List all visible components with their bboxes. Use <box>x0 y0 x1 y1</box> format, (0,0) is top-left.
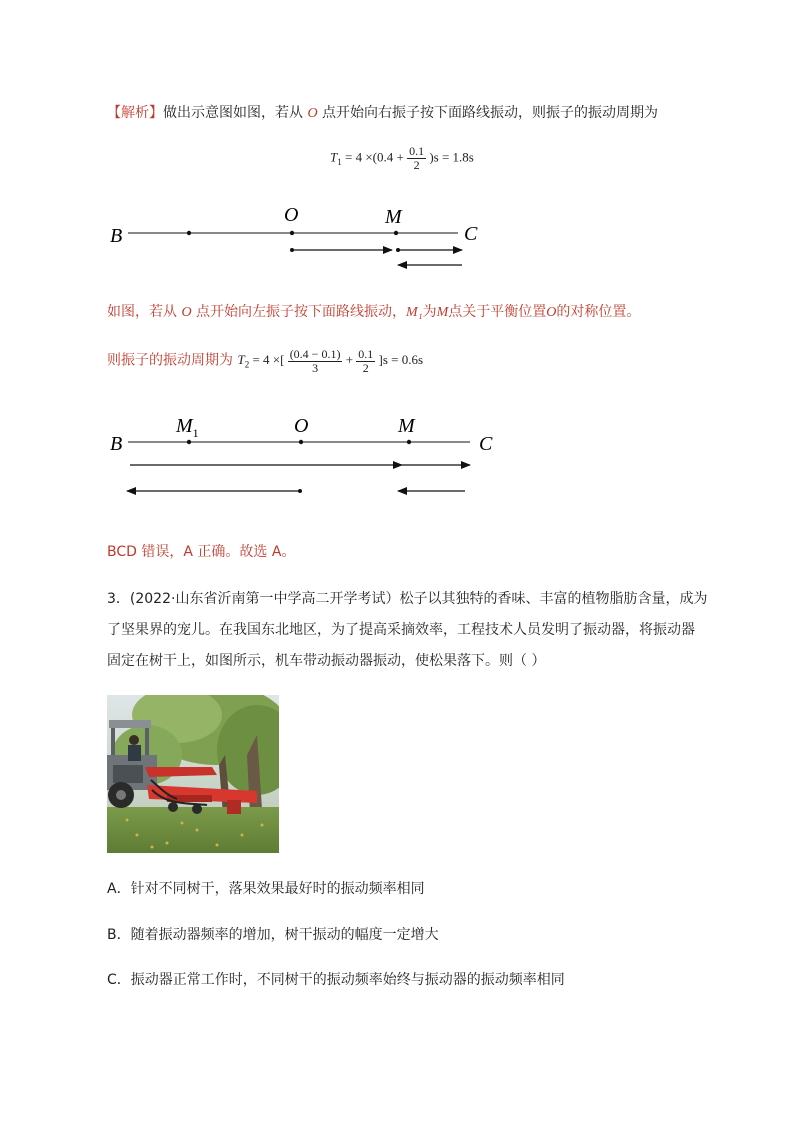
para2-d: 点关于平衡位置 <box>448 304 547 320</box>
question-3-line-2: 了坚果界的宠儿。在我国东北地区，为了提高采摘效率，工程技术人员发明了振动器，将振动器 <box>107 622 695 638</box>
diagram1-point-o <box>290 231 294 235</box>
analysis-text-b: 点开始向右振子按下面路线振动，则振子的振动周期为 <box>322 105 659 121</box>
formula2-eq-pre: = 4 ×[ <box>252 352 285 368</box>
para3-a: 则振子的振动周期为 <box>107 352 233 369</box>
formula2-lhs: T <box>237 352 245 368</box>
para2-m1: M₁ <box>406 305 423 320</box>
formula-t2 <box>237 347 424 375</box>
formula2-fraction-2 <box>356 348 375 375</box>
diagram1-label-b: B <box>110 225 123 247</box>
formula-t1 <box>330 145 474 172</box>
formula2-sub: 2 <box>244 360 250 371</box>
diagram2-label-m: M <box>398 415 415 437</box>
para2-o2: O <box>546 305 557 320</box>
diagram2-arrow-o-start <box>298 489 302 493</box>
diagram1-point-b-mid <box>187 231 191 235</box>
diagram-1 <box>100 195 500 275</box>
para2-o1: O <box>181 305 192 320</box>
diagram1-label-o: O <box>284 204 299 226</box>
para2-e: 的对称位置。 <box>556 304 641 320</box>
para2-a: 如图，若从 <box>107 304 177 320</box>
diagram2-point-m <box>407 440 411 444</box>
formula1-lhs: T <box>330 149 338 165</box>
diagram1-label-m: M <box>385 206 402 228</box>
formula1-frac-num: 0.1 <box>409 144 425 158</box>
option-c: C．振动器正常工作时，不同树干的振动频率始终与振动器的振动频率相同 <box>107 972 565 988</box>
conclusion: BCD 错误，A 正确。故选 A。 <box>107 544 296 560</box>
formula1-eq-pre: = 4 ×(0.4 + <box>344 149 404 165</box>
diagram2-label-o: O <box>294 415 309 437</box>
point-o-label: O <box>307 106 318 121</box>
para2-m: M <box>436 305 449 320</box>
para2-b: 点开始向左振子按下面路线振动， <box>196 304 407 320</box>
formula2-frac1-num: (0.4 − 0.1) <box>289 347 341 361</box>
diagram1-label-c: C <box>464 223 478 245</box>
formula2-frac1-den: 3 <box>312 361 319 375</box>
tree-shaker-photo <box>107 695 279 853</box>
diagram2-label-c: C <box>479 433 493 455</box>
question-3-line-1: 3．(2022·山东省沂南第一中学高二开学考试）松子以其独特的香味、丰富的植物脂肪含量，成为 <box>107 591 708 607</box>
diagram2-label-b: B <box>110 433 123 455</box>
formula2-frac2-num: 0.1 <box>358 347 374 361</box>
diagram-2 <box>100 405 520 505</box>
diagram2-label-m1: $M_1$ <box>176 415 199 440</box>
option-b: B．随着振动器频率的增加，树干振动的幅度一定增大 <box>107 927 439 943</box>
diagram2-point-m1 <box>187 440 191 444</box>
option-a: A．针对不同树干，落果效果最好时的振动频率相同 <box>107 881 425 897</box>
diagram1-point-m <box>394 231 398 235</box>
formula1-fraction <box>407 145 426 172</box>
formula2-plus: + <box>345 352 354 368</box>
question-3-line-3: 固定在树干上，如图所示，机车带动振动器振动，使松果落下。则（ ） <box>107 653 546 669</box>
analysis-text-a: 做出示意图如图，若从 <box>163 105 303 121</box>
para-3 <box>107 348 423 375</box>
formula1-frac-den: 2 <box>413 158 420 172</box>
para2-c: 为 <box>422 304 437 320</box>
analysis-line-1 <box>107 103 658 124</box>
para-2 <box>107 302 640 323</box>
analysis-tag: 【解析】 <box>107 105 163 121</box>
formula1-eq-post: )s = 1.8s <box>429 149 474 165</box>
formula2-frac2-den: 2 <box>362 361 369 375</box>
formula2-fraction-1 <box>288 348 343 375</box>
formula2-eq-post: ]s = 0.6s <box>378 352 424 368</box>
formula1-sub: 1 <box>337 157 342 168</box>
diagram2-point-o <box>299 440 303 444</box>
